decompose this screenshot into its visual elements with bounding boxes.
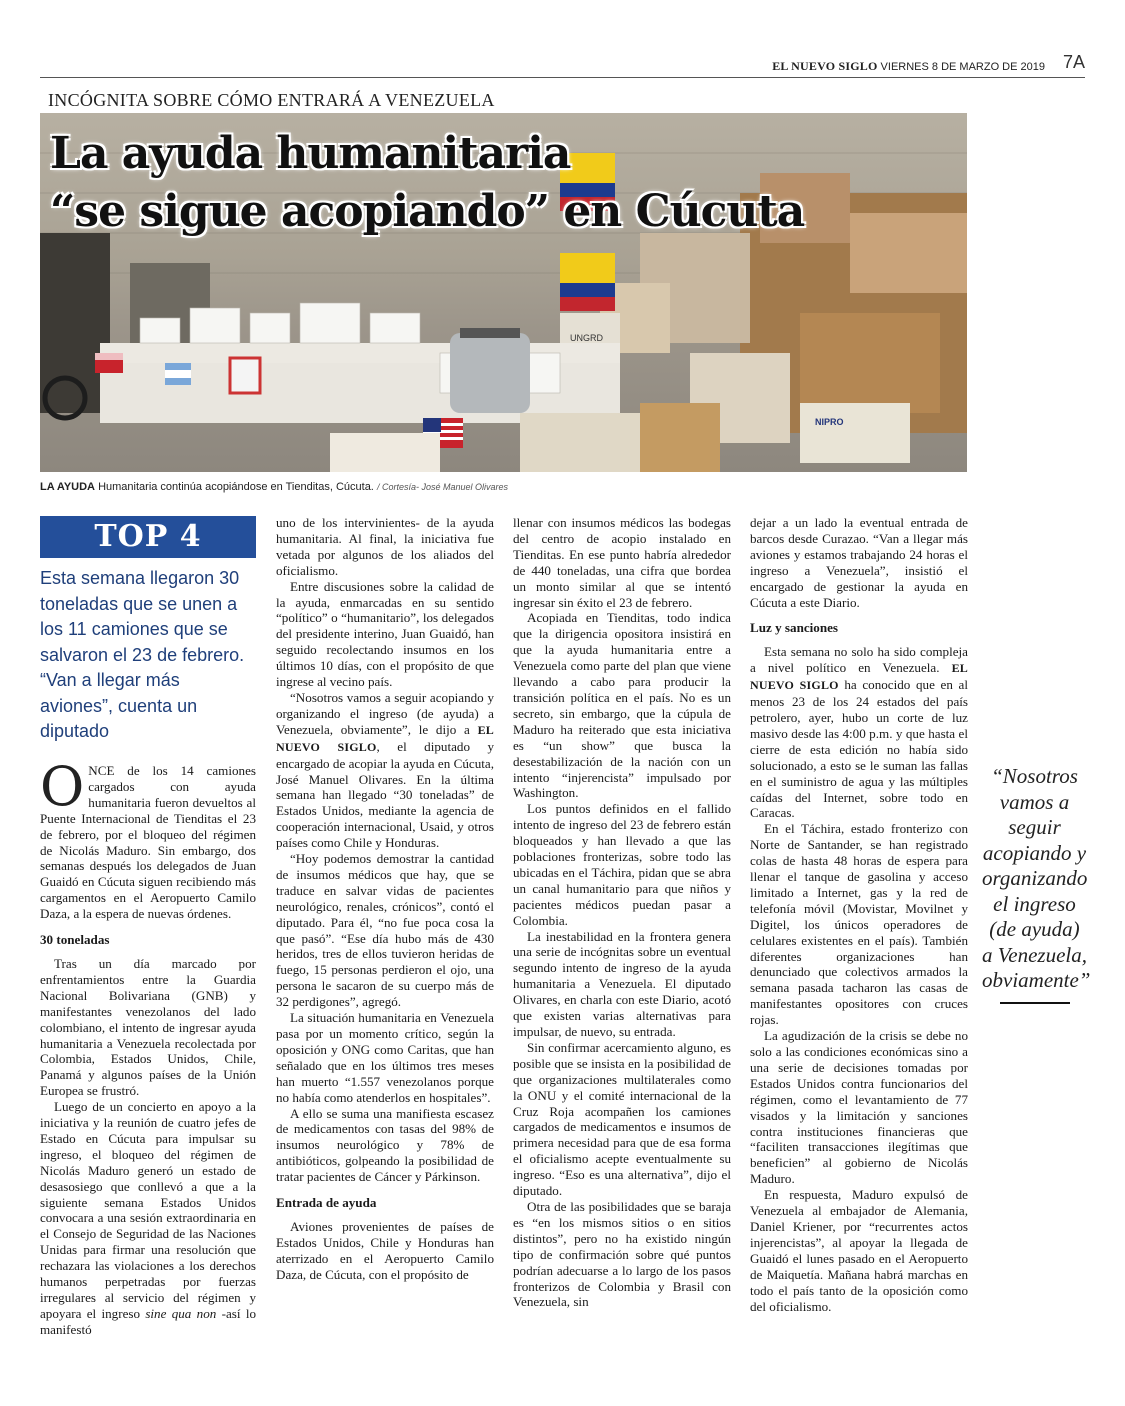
nipro-label: NIPRO [815, 417, 844, 427]
paragraph: La agudización de la crisis se debe no solo a las condiciones económicas sino a una serie de decisiones tomadas por Estados Unidos contra funcionarios del régimen, como el levantamiento de 77 visados y la limitación y sanciones contra instituciones financieras que “faciliten transacciones ilegítimas que beneficien” al gobierno de Nicolás Maduro. [750, 1028, 968, 1187]
text-run: , el diputado y encargado de acopiar la ayuda en Cúcuta, José Manuel Olivares. En la última semana han llegado “30 toneladas” de Estados Unidos, mediante la agencia de cooperación internacional, Usaid, y otros países como Chile y Honduras. [276, 738, 495, 851]
folio-date: VIERNES 8 DE MARZO DE 2019 [880, 61, 1045, 73]
paper-name-run: EL NUEVO SIGLO [750, 661, 968, 693]
paragraph: A ello se suma una manifiesta escasez de medicamentos con tasas del 98% de insumos neurológico y 78% de antibióticos, golpeando la posibilidad de tratar pacientes de Cáncer y Párkinson. [276, 1105, 494, 1185]
headline [50, 125, 804, 241]
page-folio [40, 50, 1085, 78]
text-run: -así lo manifestó [40, 1305, 256, 1337]
top4-banner: TOP 4 [40, 516, 256, 558]
text-run: “Nosotros vamos a seguir acopiando y organizando el ingreso (de ayuda) a Venezuela, obviamente”, le dijo a [276, 689, 494, 737]
subhead-30-toneladas: 30 toneladas [40, 932, 110, 948]
caption-label: LA AYUDA [40, 481, 96, 493]
lead-text: de los 14 camiones cargados con ayuda humanitaria fueron devueltos al Puente Internacional de Tienditas el 23 de febrero, por el bloqueo del régimen de Nicolás Maduro. Sin embargo, dos semanas después los delegados de Juan Guaidó en Cúcuta siguen recibiendo más cargamentos en el Aeropuerto Camilo Daza, a la espera de nuevas órdenes. [40, 763, 256, 922]
lead-caps: NCE [88, 763, 115, 778]
headline-line-1: La ayuda humanitaria [50, 128, 571, 179]
kicker: INCÓGNITA SOBRE CÓMO ENTRARÁ A VENEZUELA [48, 90, 495, 110]
paragraph: En respuesta, Maduro expulsó de Venezuela al embajador de Alemania, Daniel Kriener, por “recurrentes actos injerencistas”, al apoyar la llegada de Guaidó el lunes pasado en el Aeropuerto de Maiquetía. Mañana habrá marchas en todo el país tanto de la oposición como del oficialismo. [750, 1187, 968, 1314]
summary-deck: Esta semana llegaron 30 toneladas que se unen a los 11 camiones que se salvaron el 23 de febrero. “Van a llegar más aviones”, cuenta un diputado [40, 568, 245, 741]
article-column-3 [513, 515, 731, 1310]
subhead-entrada-de-ayuda: Entrada de ayuda [276, 1195, 377, 1211]
paragraph: En el Táchira, estado fronterizo con Norte de Santander, se han registrado colas de hasta 48 horas de espera para llenar el tanque de gasolina y acceso limitado a Internet, gas y la red de telefonía móvil (Movistar, Movilnet y Digitel, los únicos operadores de celulares existentes en el país). También diferentes organizaciones han denunciado que colectivos armados la semana pasada tacharon las casas de manifestantes opositores con cruces rojas. [750, 821, 968, 1028]
text-run: Luego de un concierto en apoyo a la iniciativa y la reunión de cuatro jefes de Estado en Cúcuta para impulsar su ingreso, el bloqueo del régimen de Nicolás Maduro generó un estado de desasosiego que conllevó a que a la siguiente semana Estados Unidos convocara a una sesión extraordinaria en el Consejo de Seguridad de las Naciones Unidas para firmar una resolución que rechazara las violaciones a los derechos humanos perpetradas por fuerzas irregulares al servicio del régimen y apoyara el ingreso [40, 1099, 256, 1321]
pull-quote [982, 764, 1091, 1004]
article-column-1 [40, 755, 256, 1338]
paragraph: Aviones provenientes de países de Estados Unidos, Chile y Honduras han aterrizado en el Aeropuerto Camilo Daza, de Cúcuta, con el propósito de [276, 1218, 494, 1282]
italic-run: sine qua non [145, 1305, 217, 1321]
caption-credit: / Cortesía- José Manuel Olivares [376, 482, 508, 492]
caption-text: Humanitaria continúa acopiándose en Tienditas, Cúcuta. [98, 481, 374, 493]
paragraph [276, 690, 494, 851]
paper-name-run: EL NUEVO SIGLO [276, 722, 494, 754]
paragraph: Acopiada en Tienditas, todo indica que la dirigencia opositora insistirá en que la ayuda humanitaria entre a Venezuela como parte del plan que viene llevando a cabo para producir la transición política en el país. No es un secreto, sin embargo, que la cúpula de Maduro ha reiterado que esta iniciativa es “un show” que busca la desestabilización de la nación con un intento “injerencista” impulsado por Washington. [513, 610, 731, 801]
headline-line-2: “se sigue acopiando” en Cúcuta [50, 186, 805, 237]
paragraph: La inestabilidad en la frontera genera una serie de incógnitas sobre un eventual segundo intento de ingreso de la ayuda humanitaria a Venezuela. El diputado Olivares, en charla con este Diario, acotó que existen varias alternativas para impulsar, de nuevo, su entrada. [513, 928, 731, 1039]
pull-quote-text: “Nosotros vamos a seguir acopiando y organizando el ingreso (de ayuda) a Venezuela, obviamente” [982, 764, 1091, 992]
paragraph: Entre discusiones sobre la calidad de la ayuda, enmarcadas en su sentido “político” o “humanitario”, los delegados del presidente interino, Juan Guaidó, han seguido recolectando insumos en los últimos 10 días, con el propósito de que ingrese al vecino país. [276, 578, 494, 690]
paragraph: dejar a un lado la eventual entrada de barcos desde Curazao. “Van a llegar más aviones y estamos trabajando 24 horas el ingreso a Venezuela”, insistió el encargado de gestionar la ayuda en Cúcuta a este Diario. [750, 515, 968, 610]
paragraph: Sin confirmar acercamiento alguno, es posible que se insista en la posibilidad de que organizaciones multilaterales como la ONU y el comité internacional de la Cruz Roja acompañen los camiones cargados de medicamentos e insumos de primera necesidad para que de esa forma el oficialismo acepte eventualmente su ingreso. “Eso es una alternativa”, dijo el diputado. [513, 1039, 731, 1199]
folio-paper-name: EL NUEVO SIGLO [772, 59, 878, 73]
ungrd-label: UNGRD [570, 333, 603, 343]
paragraph: Otra de las posibilidades que se baraja es “en los mismos sitios o en sitios distintos”, pero no ha existido ningún tipo de confirmación sobre qué puntos podrían adecuarse a lo largo de los pasos fronterizos de Colombia y Brasil con Venezuela, sin [513, 1198, 731, 1310]
article-column-2 [276, 515, 494, 1283]
folio-paper-date [772, 59, 1045, 74]
lead-photo [40, 113, 967, 472]
paragraph: uno de los intervinientes- de la ayuda humanitaria. Al final, la iniciativa fue vetada por algunos de los aliados del oficialismo. [276, 515, 494, 578]
paragraph [750, 644, 968, 821]
paragraph: “Hoy podemos demostrar la cantidad de insumos médicos que hay, que se traduce en salvar vidas de pacientes neurológico, renales, crónicos”, contó el diputado. Para él, “no fue poca cosa la que pasó”. “Ese día hubo más de 430 heridos, tres de ellos tuvieron heridas de fuego, 15 personas perdieron el ojo, una persona le sacaron de su cuerpo más de 32 perdigones”, agregó. [276, 851, 494, 1010]
lead-paragraph [40, 755, 256, 922]
subhead-luz-y-sanciones: Luz y sanciones [750, 620, 839, 636]
text-run: Esta semana no solo ha sido compleja a nivel político en Venezuela. [750, 644, 968, 676]
article-column-4 [750, 515, 968, 1314]
pull-quote-rule [1000, 1002, 1070, 1004]
page-number: 7A [1062, 52, 1085, 72]
paragraph: La situación humanitaria en Venezuela pasa por un momento crítico, según la oposición y ONG como Caritas, que han señalado que en los últimos tres meses han muerto “1.557 venezolanos porque no había como atenderlos en hospitales”. [276, 1010, 494, 1105]
text-run: ha conocido que en al menos 23 de los 24 estados del país petrolero, ayer, hubo un corte de luz masivo desde las 4:00 p.m. y que hasta el cierre de esta edición no había sido solucionado, a esto se le suman las fallas en el suministro de agua y las múltiples caídas del Internet, sobre todo en Caracas. [750, 677, 968, 821]
paragraph [40, 1099, 256, 1338]
paragraph: Tras un día marcado por enfrentamientos entre la Guardia Nacional Bolivariana (GNB) y manifestantes venezolanos del lado colombiano, el intento de ingresar ayuda humanitaria a Venezuela recolectada por Colombia, Estados Unidos, Chile, Panamá y algunos países de la Unión Europea se frustró. [40, 955, 256, 1099]
paragraph: llenar con insumos médicos las bodegas del centro de acopio instalado en Tienditas. En ese punto habría alrededor de 440 toneladas, una cifra que bordea un monto similar al que se intentó ingresar sin éxito el 23 de febrero. [513, 515, 731, 610]
paragraph: Los puntos definidos en el fallido intento de ingreso del 23 de febrero están bloqueados y han llevado a que las poblaciones fronterizas, sobre todo las ubicadas en el Táchira, pidan que se abra un canal humanitario para que niños y pacientes médicos puedan pasar a Colombia. [513, 801, 731, 928]
photo-caption [40, 481, 508, 493]
dropcap: O [40, 755, 85, 818]
